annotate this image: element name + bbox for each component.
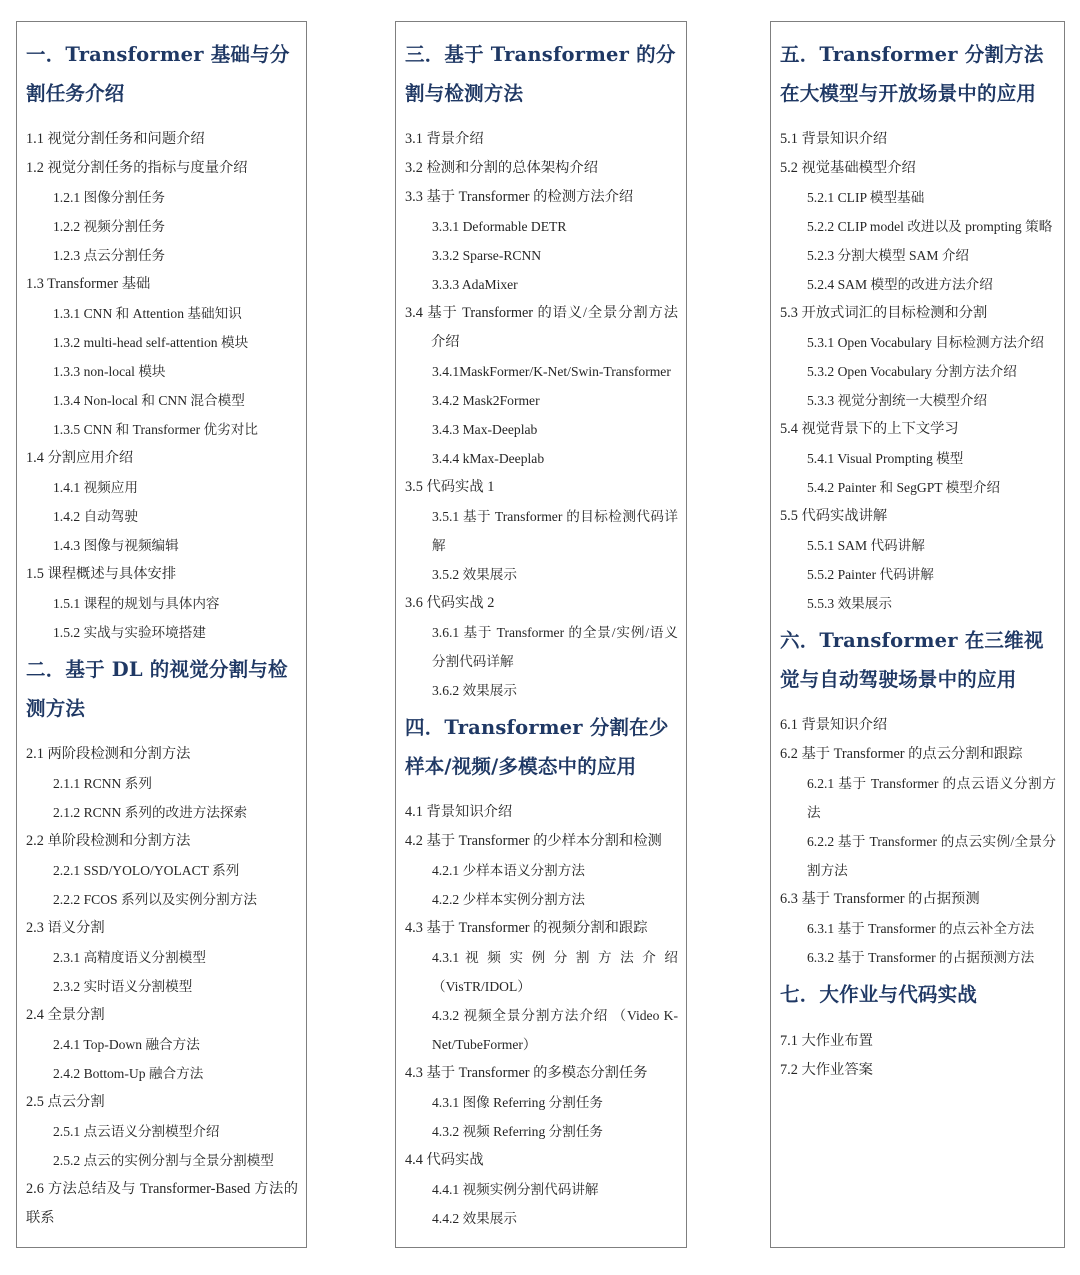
- toc-subentry: 5.2.3 分割大模型 SAM 介绍: [807, 248, 970, 264]
- toc-subentry: 5.2.1 CLIP 模型基础: [807, 190, 925, 206]
- toc-subentry: 4.4.1 视频实例分割代码讲解: [432, 1182, 599, 1198]
- toc-subentry: 5.2.2 CLIP model 改进以及 prompting 策略: [807, 219, 1053, 235]
- toc-subentry: 1.3.1 CNN 和 Attention 基础知识: [53, 306, 242, 322]
- toc-subentry: 2.2.1 SSD/YOLO/YOLACT 系列: [53, 863, 240, 879]
- toc-subentry: 1.2.3 点云分割任务: [53, 248, 166, 264]
- toc-entry: 3.1 背景介绍: [405, 131, 484, 148]
- toc-subentry: 2.5.1 点云语义分割模型介绍: [53, 1124, 220, 1140]
- toc-subentry: 3.3.1 Deformable DETR: [432, 219, 567, 235]
- toc-entry: 5.5 代码实战讲解: [780, 508, 888, 525]
- toc-subentry: 4.3.1 图像 Referring 分割任务: [432, 1095, 604, 1111]
- toc-entry: 7.1 大作业布置: [780, 1032, 873, 1049]
- toc-entry: 3.6 代码实战 2: [405, 595, 495, 612]
- toc-subentry: 3.6.1 基于 Transformer 的全景/实例/语义分割代码详解: [432, 625, 678, 670]
- toc-subentry: 3.4.4 kMax-Deeplab: [432, 451, 545, 467]
- toc-entry: 4.2 基于 Transformer 的少样本分割和检测: [405, 833, 662, 850]
- toc-entry: 5.2 视觉基础模型介绍: [780, 160, 916, 177]
- toc-subentry: 3.3.2 Sparse-RCNN: [432, 248, 542, 264]
- toc-entry: 3.2 检测和分割的总体架构介绍: [405, 160, 599, 177]
- section-title: 一．Transformer 基础与分割任务介绍: [26, 43, 290, 105]
- toc-subentry: 1.5.2 实战与实验环境搭建: [53, 625, 206, 641]
- toc-subentry: 1.3.5 CNN 和 Transformer 优劣对比: [53, 422, 258, 438]
- toc-subentry: 1.4.1 视频应用: [53, 480, 138, 496]
- toc-subentry: 2.3.1 高精度语义分割模型: [53, 950, 206, 966]
- toc-subentry: 5.3.2 Open Vocabulary 分割方法介绍: [807, 364, 1017, 380]
- toc-subentry: 3.6.2 效果展示: [432, 683, 517, 699]
- toc-subentry: 2.1.1 RCNN 系列: [53, 776, 152, 792]
- toc-subentry: 4.2.2 少样本实例分割方法: [432, 892, 585, 908]
- toc-subentry: 1.2.2 视频分割任务: [53, 219, 166, 235]
- section-title: 七．大作业与代码实战: [780, 983, 978, 1007]
- toc-subentry: 5.2.4 SAM 模型的改进方法介绍: [807, 277, 993, 293]
- toc-entry: 5.4 视觉背景下的上下文学习: [780, 421, 959, 438]
- toc-subentry: 5.5.2 Painter 代码讲解: [807, 567, 934, 583]
- section-title: 二．基于 DL 的视觉分割与检测方法: [26, 658, 288, 720]
- toc-subentry: 4.3.2 视频 Referring 分割任务: [432, 1124, 604, 1140]
- toc-entry: 5.3 开放式词汇的目标检测和分割: [780, 305, 988, 322]
- toc-entry: 7.2 大作业答案: [780, 1061, 873, 1078]
- toc-entry: 2.5 点云分割: [26, 1094, 105, 1111]
- toc-column-2: [395, 21, 687, 1248]
- toc-subentry: 2.4.1 Top-Down 融合方法: [53, 1037, 200, 1053]
- toc-entry: 2.1 两阶段检测和分割方法: [26, 746, 191, 763]
- section-title: 三．基于 Transformer 的分割与检测方法: [405, 43, 676, 105]
- toc-entry: 1.1 视觉分割任务和问题介绍: [26, 131, 205, 148]
- toc-subentry: 3.4.1MaskFormer/K-Net/Swin-Transformer: [432, 364, 671, 380]
- toc-subentry: 2.1.2 RCNN 系列的改进方法探索: [53, 805, 248, 821]
- toc-entry: 3.3 基于 Transformer 的检测方法介绍: [405, 189, 634, 206]
- toc-subentry: 5.4.1 Visual Prompting 模型: [807, 451, 964, 467]
- toc-entry: 6.2 基于 Transformer 的点云分割和跟踪: [780, 746, 1023, 763]
- toc-subentry: 2.5.2 点云的实例分割与全景分割模型: [53, 1153, 274, 1169]
- toc-entry: 1.4 分割应用介绍: [26, 450, 134, 467]
- toc-subentry: 6.3.1 基于 Transformer 的点云补全方法: [807, 921, 1035, 937]
- toc-subentry: 2.4.2 Bottom-Up 融合方法: [53, 1066, 204, 1082]
- toc-subentry: 5.3.1 Open Vocabulary 目标检测方法介绍: [807, 335, 1044, 351]
- toc-entry: 3.5 代码实战 1: [405, 479, 495, 496]
- toc-entry: 5.1 背景知识介绍: [780, 131, 888, 148]
- toc-subentry: 4.3.1 视 频 实 例 分 割 方 法 介 绍（VisTR/IDOL）: [432, 950, 678, 995]
- toc-entry: 1.2 视觉分割任务的指标与度量介绍: [26, 160, 248, 177]
- toc-subentry: 3.5.2 效果展示: [432, 567, 517, 583]
- toc-subentry: 3.4.3 Max-Deeplab: [432, 422, 538, 438]
- toc-entry: 2.4 全景分割: [26, 1007, 105, 1024]
- toc-entry: 1.5 课程概述与具体安排: [26, 566, 177, 583]
- toc-column-3: [770, 21, 1065, 1248]
- toc-subentry: 5.5.3 效果展示: [807, 596, 892, 612]
- toc-entry: 6.3 基于 Transformer 的占据预测: [780, 891, 980, 908]
- toc-subentry: 6.3.2 基于 Transformer 的占据预测方法: [807, 950, 1035, 966]
- toc-subentry: 1.2.1 图像分割任务: [53, 190, 166, 206]
- toc-entry: 4.4 代码实战: [405, 1152, 484, 1169]
- toc-subentry: 6.2.1 基于 Transformer 的点云语义分割方法: [807, 776, 1056, 821]
- toc-entry: 2.3 语义分割: [26, 920, 105, 937]
- toc-subentry: 4.3.2 视频全景分割方法介绍 （Video K-Net/TubeFormer）: [432, 1008, 678, 1053]
- toc-entry: 4.3 基于 Transformer 的视频分割和跟踪: [405, 920, 648, 937]
- toc-entry: 6.1 背景知识介绍: [780, 717, 888, 734]
- toc-subentry: 2.3.2 实时语义分割模型: [53, 979, 193, 995]
- toc-subentry: 2.2.2 FCOS 系列以及实例分割方法: [53, 892, 257, 908]
- toc-subentry: 3.3.3 AdaMixer: [432, 277, 518, 293]
- toc-subentry: 1.3.2 multi-head self-attention 模块: [53, 335, 249, 351]
- toc-entry: 1.3 Transformer 基础: [26, 276, 151, 293]
- toc-entry: 2.6 方法总结及与 Transformer-Based 方法的联系: [26, 1181, 298, 1227]
- toc-subentry: 1.4.3 图像与视频编辑: [53, 538, 179, 554]
- toc-subentry: 4.2.1 少样本语义分割方法: [432, 863, 585, 879]
- toc-column-1: [16, 21, 307, 1248]
- section-title: 五．Transformer 分割方法在大模型与开放场景中的应用: [780, 43, 1044, 105]
- toc-subentry: 6.2.2 基于 Transformer 的点云实例/全景分割方法: [807, 834, 1056, 879]
- toc-subentry: 1.4.2 自动驾驶: [53, 509, 138, 525]
- toc-subentry: 3.4.2 Mask2Former: [432, 393, 540, 409]
- toc-subentry: 4.4.2 效果展示: [432, 1211, 517, 1227]
- toc-entry: 4.1 背景知识介绍: [405, 804, 513, 821]
- toc-subentry: 5.4.2 Painter 和 SegGPT 模型介绍: [807, 480, 1001, 496]
- toc-subentry: 5.3.3 视觉分割统一大模型介绍: [807, 393, 988, 409]
- toc-entry: 2.2 单阶段检测和分割方法: [26, 833, 191, 850]
- toc-entry: 4.3 基于 Transformer 的多模态分割任务: [405, 1065, 648, 1082]
- section-title: 六．Transformer 在三维视觉与自动驾驶场景中的应用: [780, 629, 1044, 691]
- toc-subentry: 5.5.1 SAM 代码讲解: [807, 538, 925, 554]
- toc-subentry: 3.5.1 基于 Transformer 的目标检测代码详解: [432, 509, 678, 554]
- toc-subentry: 1.3.4 Non-local 和 CNN 混合模型: [53, 393, 245, 409]
- toc-entry: 3.4 基于 Transformer 的语义/全景分割方法介绍: [405, 305, 678, 351]
- toc-subentry: 1.3.3 non-local 模块: [53, 364, 166, 380]
- toc-subentry: 1.5.1 课程的规划与具体内容: [53, 596, 220, 612]
- section-title: 四．Transformer 分割在少样本/视频/多模态中的应用: [405, 716, 669, 778]
